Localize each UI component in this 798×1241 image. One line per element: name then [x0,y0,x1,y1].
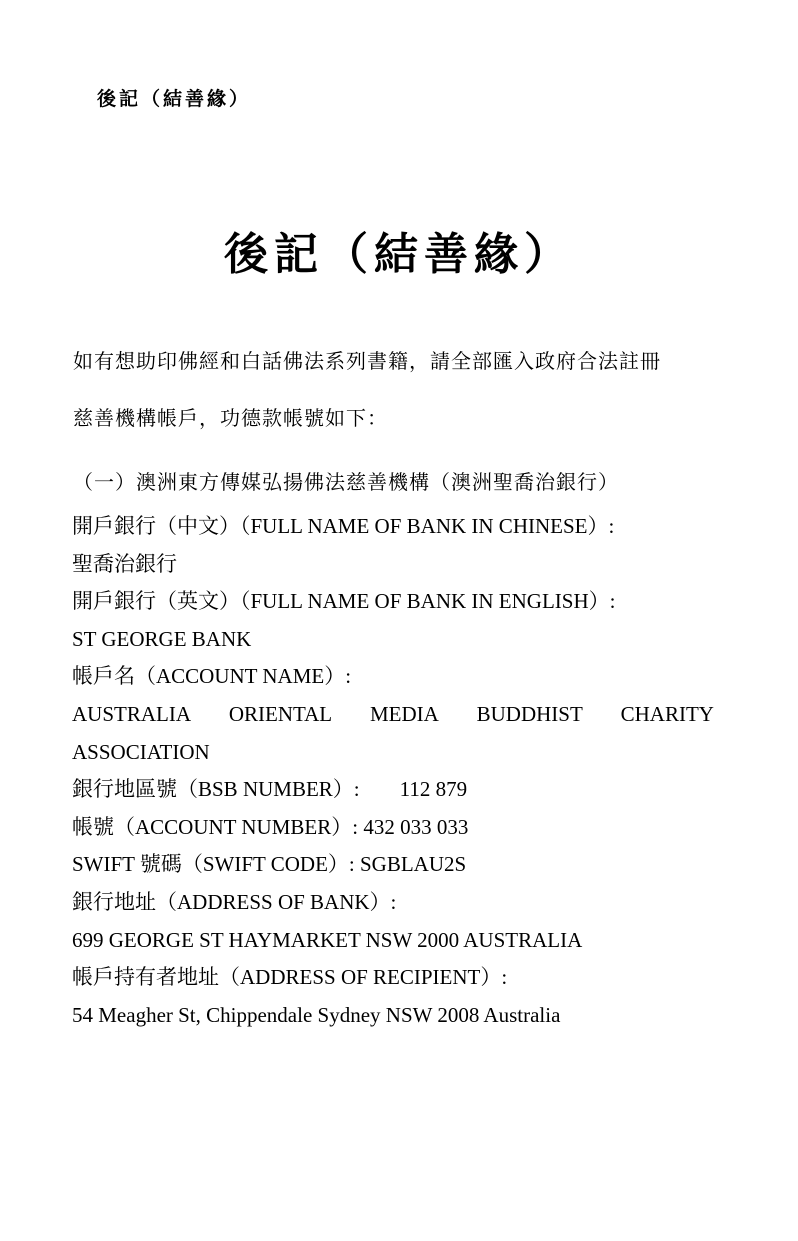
account-name-label: 帳戶名（ACCOUNT NAME）: [72,664,352,689]
bank-address-value: 699 GEORGE ST HAYMARKET NSW 2000 AUSTRALIA [72,927,583,952]
account-name-word: AUSTRALIA [72,701,191,726]
bank-english-name-label: 開戶銀行（英文）（FULL NAME OF BANK IN ENGLISH）: [72,589,616,614]
bank-address-label: 銀行地址（ADDRESS OF BANK）: [72,889,397,914]
recipient-address-value: 54 Meagher St, Chippendale Sydney NSW 2008 Australia [72,1002,561,1027]
bsb-line [72,771,714,809]
intro-paragraph-line-1: 如有想助印佛經和白話佛法系列書籍，請全部匯入政府合法註冊 [73,349,661,373]
account-number-line [72,809,714,847]
section-heading: （一）澳洲東方傳媒弘揚佛法慈善機構（澳洲聖喬治銀行） [73,470,619,494]
account-number-label: 帳號（ACCOUNT NUMBER）: [72,814,359,839]
recipient-address-label: 帳戶持有者地址（ADDRESS OF RECIPIENT）: [72,965,508,990]
bsb-label: 銀行地區號（BSB NUMBER）: [72,777,360,802]
chapter-title: 後記（結善緣） [224,229,574,280]
swift-line [72,846,714,884]
bsb-value: 112 879 [399,777,468,802]
swift-value: SGBLAU2S [360,852,467,877]
bank-details [72,508,714,1034]
bank-english-name-value: ST GEORGE BANK [72,626,252,651]
account-name-word: BUDDHIST [476,701,583,726]
account-name-word: ORIENTAL [228,701,333,726]
account-name-word: CHARITY [620,701,714,726]
account-name-value-continued: ASSOCIATION [72,739,210,764]
bank-chinese-name-label: 開戶銀行（中文）（FULL NAME OF BANK IN CHINESE）: [72,514,615,538]
swift-label: SWIFT 號碼（SWIFT CODE）: [72,852,355,877]
running-header: 後記（結善緣） [97,88,252,110]
account-name-word: MEDIA [369,701,439,726]
intro-paragraph-line-2: 慈善機構帳戶，功德款帳號如下： [73,406,388,430]
account-number-value: 432 033 033 [363,814,469,839]
account-name-value-line [72,696,714,734]
bank-chinese-name-value: 聖喬治銀行 [72,551,177,576]
